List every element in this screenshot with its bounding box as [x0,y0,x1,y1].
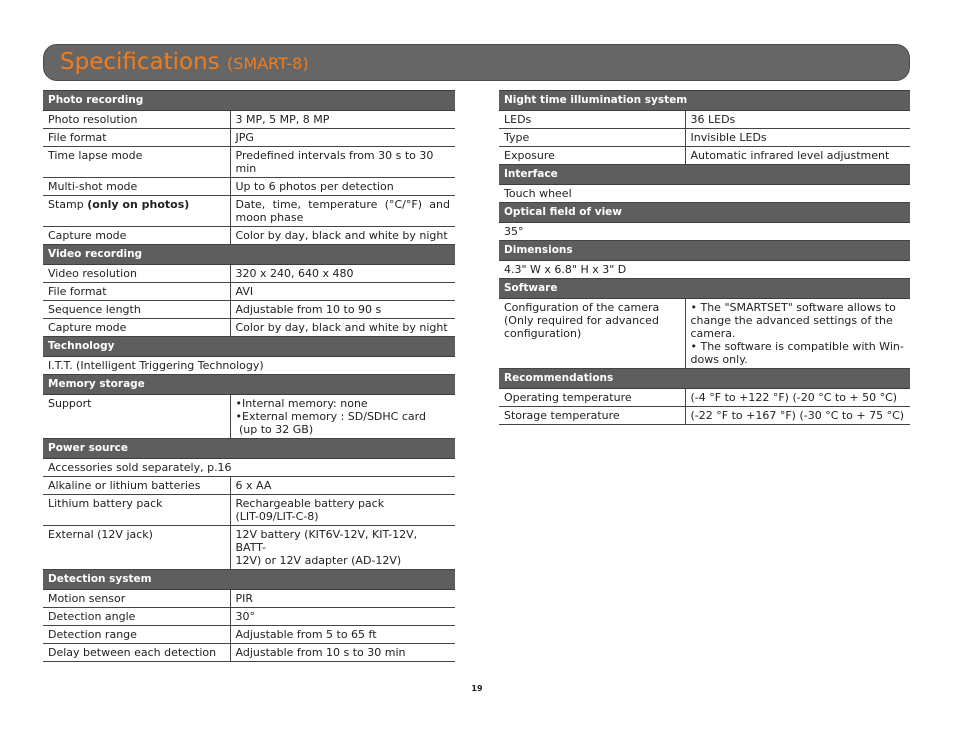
table-row: Alkaline or lithium batteries 6 x AA [43,477,455,495]
table-row: Touch wheel [499,185,910,203]
table-row: Photo resolution 3 MP, 5 MP, 8 MP [43,111,455,129]
stamp-label: Stamp (only on photos) [43,196,230,227]
table-row: 35° [499,223,910,241]
page-title [60,48,309,78]
section-photo-recording: Photo recording [43,91,455,111]
table-row: Support •Internal memory: none •External memory : SD/SDHC card (up to 32 GB) [43,395,455,439]
table-row: Time lapse mode Predefined intervals from 30 s to 30 min [43,147,455,178]
section-detection-system: Detection system [43,570,455,590]
table-row: Type Invisible LEDs [499,129,910,147]
table-row: Exposure Automatic infrared level adjustment [499,147,910,165]
table-row: LEDs 36 LEDs [499,111,910,129]
right-spec-table [499,90,910,425]
title-banner [43,44,910,81]
table-row: Capture mode Color by day, black and white by night [43,319,455,337]
table-row: Storage temperature (-22 °F to +167 °F) (-30 °C to + 75 °C) [499,407,910,425]
section-night-illumination: Night time illumination system [499,91,910,111]
section-video-recording: Video recording [43,245,455,265]
table-row: Accessories sold separately, p.16 [43,459,455,477]
table-row: Stamp (only on photos) Date, time, temperature (°C/°F) and moon phase [43,196,455,227]
section-software: Software [499,279,910,299]
table-row: Configuration of the camera (Only required for advanced configuration) • The "SMARTSET" software allows to change the advanced settings of the camera. • The software is compatible with Win- dows only. [499,299,910,369]
table-row: I.T.T. (Intelligent Triggering Technology) [43,357,455,375]
table-row: Detection range Adjustable from 5 to 65 ft [43,626,455,644]
memory-support-value: •Internal memory: none •External memory : SD/SDHC card (up to 32 GB) [230,395,455,439]
table-row: File format AVI [43,283,455,301]
table-row: Capture mode Color by day, black and white by night [43,227,455,245]
section-memory-storage: Memory storage [43,375,455,395]
table-row: File format JPG [43,129,455,147]
table-row: Delay between each detection Adjustable from 10 s to 30 min [43,644,455,662]
section-technology: Technology [43,337,455,357]
table-row: Detection angle 30° [43,608,455,626]
table-row: Lithium battery pack Rechargeable battery pack (LIT-09/LIT-C-8) [43,495,455,526]
table-row: Multi-shot mode Up to 6 photos per detection [43,178,455,196]
page-number: 19 [471,684,483,693]
table-row: Video resolution 320 x 240, 640 x 480 [43,265,455,283]
table-row: External (12V jack) 12V battery (KIT6V-12V, KIT-12V, BATT- 12V) or 12V adapter (AD-12V) [43,526,455,570]
section-power-source: Power source [43,439,455,459]
page-subtitle: (SMART-8) [226,54,309,73]
table-row: 4.3" W x 6.8" H x 3" D [499,261,910,279]
left-spec-table [43,90,455,662]
section-interface: Interface [499,165,910,185]
section-dimensions: Dimensions [499,241,910,261]
table-row: Operating temperature (-4 °F to +122 °F) (-20 °C to + 50 °C) [499,389,910,407]
section-optical-fov: Optical field of view [499,203,910,223]
table-row: Sequence length Adjustable from 10 to 90 s [43,301,455,319]
table-row: Motion sensor PIR [43,590,455,608]
left-spec-column [43,90,455,662]
section-recommendations: Recommendations [499,369,910,389]
page-title-text: Specifications [60,49,220,75]
right-spec-column [499,90,910,425]
